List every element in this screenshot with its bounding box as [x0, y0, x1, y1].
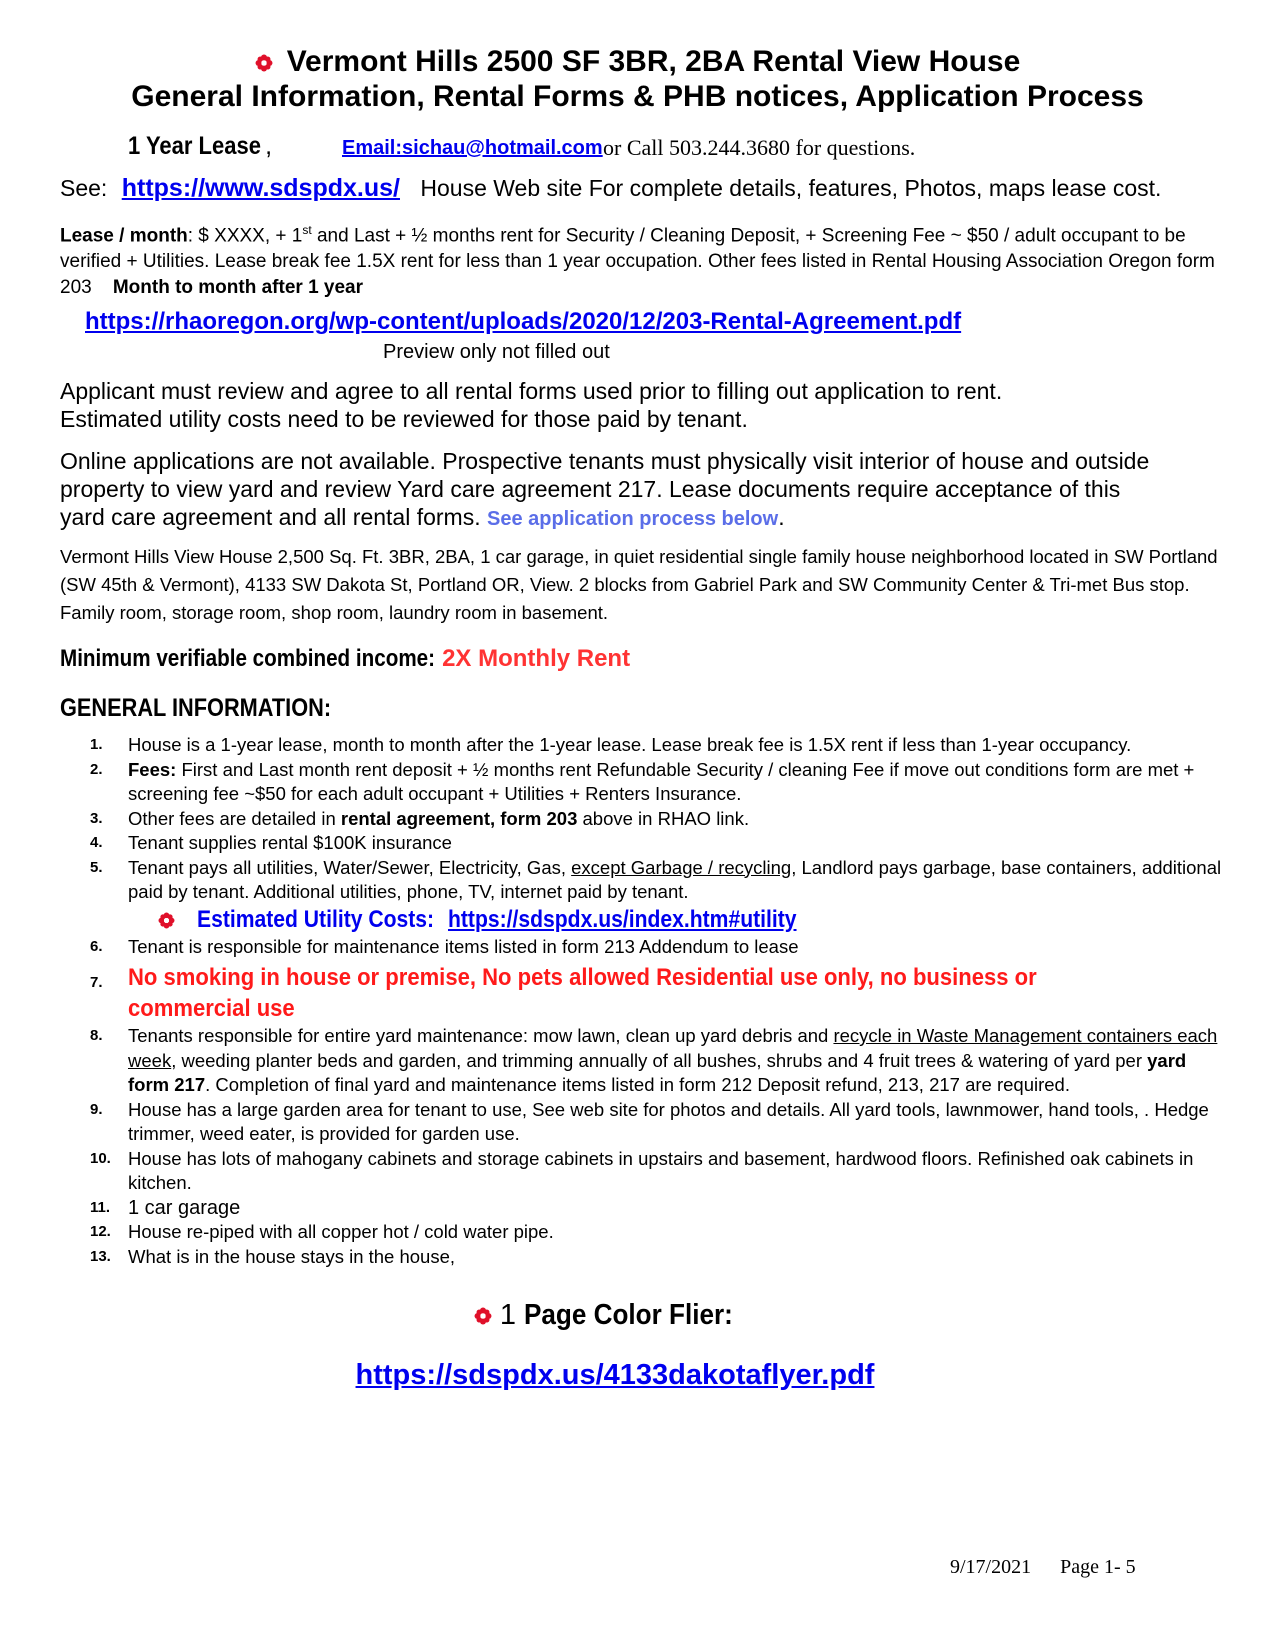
see-prefix: See: [60, 175, 108, 201]
recycle-note: recycle in Waste Management containers each week [128, 1025, 1218, 1071]
item-text: What is in the house stays in the house, [128, 1245, 456, 1267]
review-paragraph [60, 377, 1220, 433]
list-item [90, 1220, 1230, 1245]
application-process-link[interactable]: See application process below [486, 508, 779, 530]
review-line-2: Estimated utility costs need to be reviewed for those paid by tenant. [60, 406, 748, 432]
item-number: 4. [90, 834, 103, 851]
footer-page: Page 1- 5 [1060, 1556, 1136, 1578]
item-number: 7. [90, 974, 103, 991]
call-text: or Call 503.244.3680 for questions. [603, 135, 916, 160]
general-info-heading: GENERAL INFORMATION: [60, 694, 332, 722]
item-text: House has a large garden area for tenant to use, See web site for photos and details. All yard tools, lawnmower, hand tools, . Hedge trimmer, weed eater, is provided for garden use. [128, 1098, 1209, 1144]
item-text: First and Last month rent deposit + ½ months rent Refundable Security / cleaning Fee if move out conditions form are met + screening fee ~$50 for each adult occupant + Utilities + Renters Insurance. [128, 758, 1195, 804]
lease-month-text-a: : $ XXXX, + 1 [187, 225, 303, 247]
email-link[interactable]: Email:sichau@hotmail.com [342, 137, 603, 159]
income-line [60, 643, 630, 675]
house-description: Vermont Hills View House 2,500 Sq. Ft. 3BR, 2BA, 1 car garage, in quiet residential single family house neighborhood located in SW Portland (SW 45th & Vermont), 4133 SW Dakota St, Portland OR, View. 2 blocks from Gabriel Park and SW Community Center & Tri-met Bus stop. Family room, storage room, shop room, laundry room in basement. [60, 546, 1218, 623]
lease-month-label: Lease / month [60, 225, 188, 247]
item-text: Tenants responsible for entire yard maintenance: mow lawn, clean up yard debris and [128, 1025, 834, 1046]
list-item [90, 1196, 1230, 1221]
review-line-1: Applicant must review and agree to all rental forms used prior to filling out application to rent. [60, 378, 1003, 404]
item-number: 2. [90, 760, 103, 778]
item-text: , Landlord pays garbage, base containers, additional paid by tenant. Additional utilities, phone, TV, internet paid by tenant. [128, 856, 1222, 902]
item-text: House has lots of mahogany cabinets and storage cabinets in upstairs and basement, hardwood floors. Refinished oak cabinets in kitchen. [128, 1147, 1194, 1193]
flower-bullet-icon [158, 912, 175, 929]
lease-month-sup: st [302, 223, 312, 237]
utility-costs-row [90, 905, 1230, 935]
flower-bullet-icon [474, 1307, 492, 1325]
income-value: 2X Monthly Rent [442, 645, 631, 672]
item-number: 6. [90, 937, 103, 955]
fees-label: Fees: [128, 758, 177, 780]
see-suffix: House Web site For complete details, features, Photos, maps lease cost. [420, 175, 1162, 201]
flier-number: 1 [499, 1299, 517, 1331]
month-to-month-label: Month to month after 1 year [112, 277, 364, 299]
list-item [90, 1098, 1230, 1147]
item-number: 13. [90, 1247, 111, 1265]
flier-label: Page Color Flier: [524, 1299, 733, 1331]
website-link[interactable]: https://www.sdspdx.us/ [121, 174, 400, 202]
item-text: above in RHAO link. [577, 807, 750, 829]
list-item [90, 935, 1230, 960]
list-item [90, 856, 1230, 905]
utility-costs-link[interactable]: https://sdspdx.us/index.htm#utility [448, 905, 797, 933]
item-number: 5. [90, 858, 103, 876]
list-item [90, 1147, 1230, 1196]
item-text: House is a 1-year lease, month to month after the 1-year lease. Lease break fee is 1.5X rent if less than 1-year occupancy. [128, 734, 1132, 755]
see-line [60, 174, 1161, 202]
flier-link-row [0, 1357, 1230, 1393]
garbage-exception: except Garbage / recycling [571, 856, 792, 878]
list-item [90, 733, 1230, 758]
item-text: Tenant is responsible for maintenance items listed in form 213 Addendum to lease [128, 935, 799, 957]
item-number: 12. [90, 1223, 111, 1240]
online-text: Online applications are not available. Prospective tenants must physically visit interior of house and outside property to view yard and review Yard care agreement 217. Lease documents require acceptance of this yard care agreement and all rental forms. [60, 448, 1150, 530]
list-item [90, 807, 1230, 832]
rhao-agreement-link[interactable]: https://rhaoregon.org/wp-content/uploads/2020/12/203-Rental-Agreement.pdf [85, 308, 962, 335]
online-period: . [778, 504, 785, 530]
flier-heading [0, 1297, 1230, 1333]
lease-comma: , [265, 132, 273, 160]
item-number: 11. [90, 1198, 111, 1216]
item-number: 10. [90, 1149, 111, 1167]
title-line-1: Vermont Hills 2500 SF 3BR, 2BA Rental View House [286, 45, 1021, 78]
flier-link[interactable]: https://sdspdx.us/4133dakotaflyer.pdf [355, 1359, 875, 1391]
item-number: 8. [90, 1027, 103, 1044]
yard-form-ref: yard form 217 [128, 1049, 1187, 1095]
general-info-list [90, 733, 1230, 1269]
list-item [90, 831, 1230, 856]
list-item [90, 758, 1230, 807]
lease-month-text-b: and Last + ½ months rent for Security / Cleaning Deposit, + Screening Fee ~ $50 / adult occupant to be verified + Utilities. Lease break fee 1.5X rent for less than 1 year occupation. Other fees listed in Rental Housing Association Oregon form 203 [60, 225, 1215, 299]
item-text: . Completion of final yard and maintenance items listed in form 212 Deposit refund, 213, 217 are required. [205, 1074, 1070, 1095]
item-number: 9. [90, 1100, 103, 1118]
item-text: Other fees are detailed in [128, 807, 341, 829]
utility-costs-label: Estimated Utility Costs: [197, 905, 435, 933]
lease-term: 1 Year Lease [128, 132, 261, 160]
item-text: Tenant pays all utilities, Water/Sewer, Electricity, Gas, [128, 856, 572, 878]
list-item [90, 1245, 1230, 1270]
footer-date: 9/17/2021 [950, 1556, 1032, 1578]
item-text: 1 car garage [128, 1196, 241, 1219]
item-number: 1. [90, 736, 103, 753]
item-text: Tenant supplies rental $100K insurance [128, 832, 452, 853]
lease-line [128, 130, 272, 162]
footer [950, 1554, 1136, 1580]
income-label: Minimum verifiable combined income: [60, 645, 436, 672]
item-text: House re-piped with all copper hot / cold water pipe. [128, 1221, 554, 1242]
item-text: , weeding planter beds and garden, and trimming annually of all bushes, shrubs and 4 fruit trees & watering of yard per [171, 1049, 1148, 1071]
list-item [90, 962, 1230, 1024]
item-number: 3. [90, 809, 103, 827]
online-paragraph [60, 447, 1160, 533]
list-item [90, 1024, 1230, 1098]
preview-note: Preview only not filled out [383, 341, 610, 363]
flower-bullet-icon [255, 54, 273, 72]
page-title [0, 44, 1275, 80]
subtitle: General Information, Rental Forms & PHB notices, Application Process [131, 80, 1144, 113]
no-smoking-notice: No smoking in house or premise, No pets allowed Residential use only, no business or commercial use [128, 964, 1037, 1022]
rental-agreement-ref: rental agreement, form 203 [340, 807, 578, 829]
lease-month-paragraph [60, 217, 1230, 301]
